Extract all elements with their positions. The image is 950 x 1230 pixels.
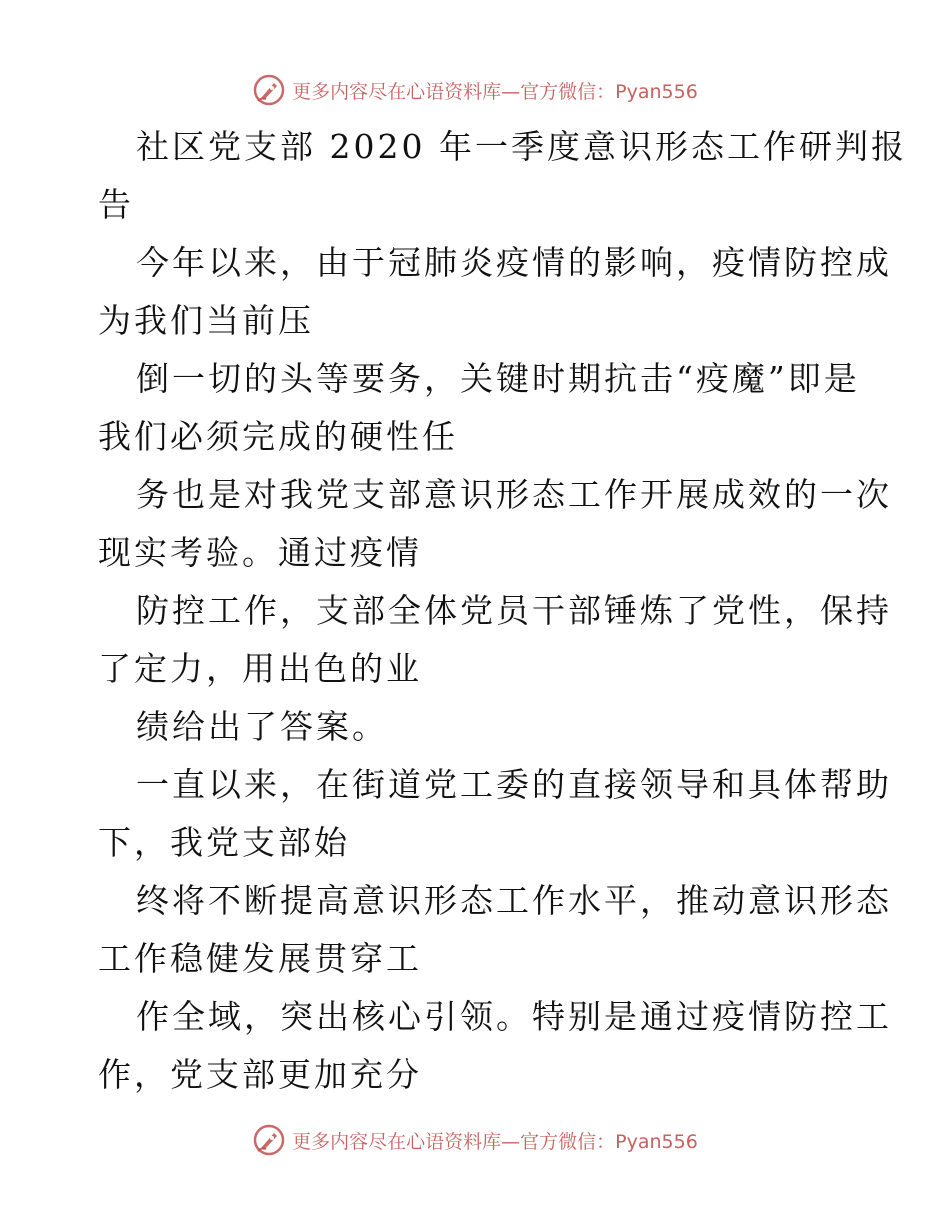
document-text-line: 下，我党支部始 [98, 823, 350, 862]
document-text-line: 工作稳健发展贯穿工 [98, 939, 422, 978]
document-text-line: 今年以来，由于冠肺炎疫情的影响，疫情防控成 [136, 243, 892, 282]
document-text-line: 为我们当前压 [98, 301, 314, 340]
document-text-line: 社区党支部 2020 年一季度意识形态工作研判报 [136, 127, 907, 166]
document-text-line: 告 [98, 185, 134, 224]
document-text-line: 现实考验。通过疫情 [98, 533, 422, 572]
document-text-line: 一直以来，在街道党工委的直接领导和具体帮助 [136, 765, 892, 804]
document-text-line: 倒一切的头等要务，关键时期抗击“疫魔”即是 [136, 359, 860, 398]
document-text-line: 绩给出了答案。 [136, 707, 388, 746]
pen-nib-circle-icon [252, 73, 286, 107]
document-body [98, 118, 907, 1104]
header-watermark-banner [0, 70, 950, 110]
footer-watermark-text: 更多内容尽在心语资料库—官方微信：Pyan556 [292, 1130, 698, 1153]
header-watermark-text: 更多内容尽在心语资料库—官方微信：Pyan556 [292, 80, 698, 103]
document-text-line: 终将不断提高意识形态工作水平，推动意识形态 [136, 881, 892, 920]
document-text-line: 我们必须完成的硬性任 [98, 417, 458, 456]
document-text-line: 防控工作，支部全体党员干部锤炼了党性，保持 [136, 591, 892, 630]
document-text-line: 了定力，用出色的业 [98, 649, 422, 688]
document-text-line: 务也是对我党支部意识形态工作开展成效的一次 [136, 475, 892, 514]
document-text-line: 作全域，突出核心引领。特别是通过疫情防控工 [136, 997, 892, 1036]
footer-watermark-banner [0, 1120, 950, 1160]
document-text-line: 作，党支部更加充分 [98, 1055, 422, 1094]
pen-nib-circle-icon [252, 1123, 286, 1157]
